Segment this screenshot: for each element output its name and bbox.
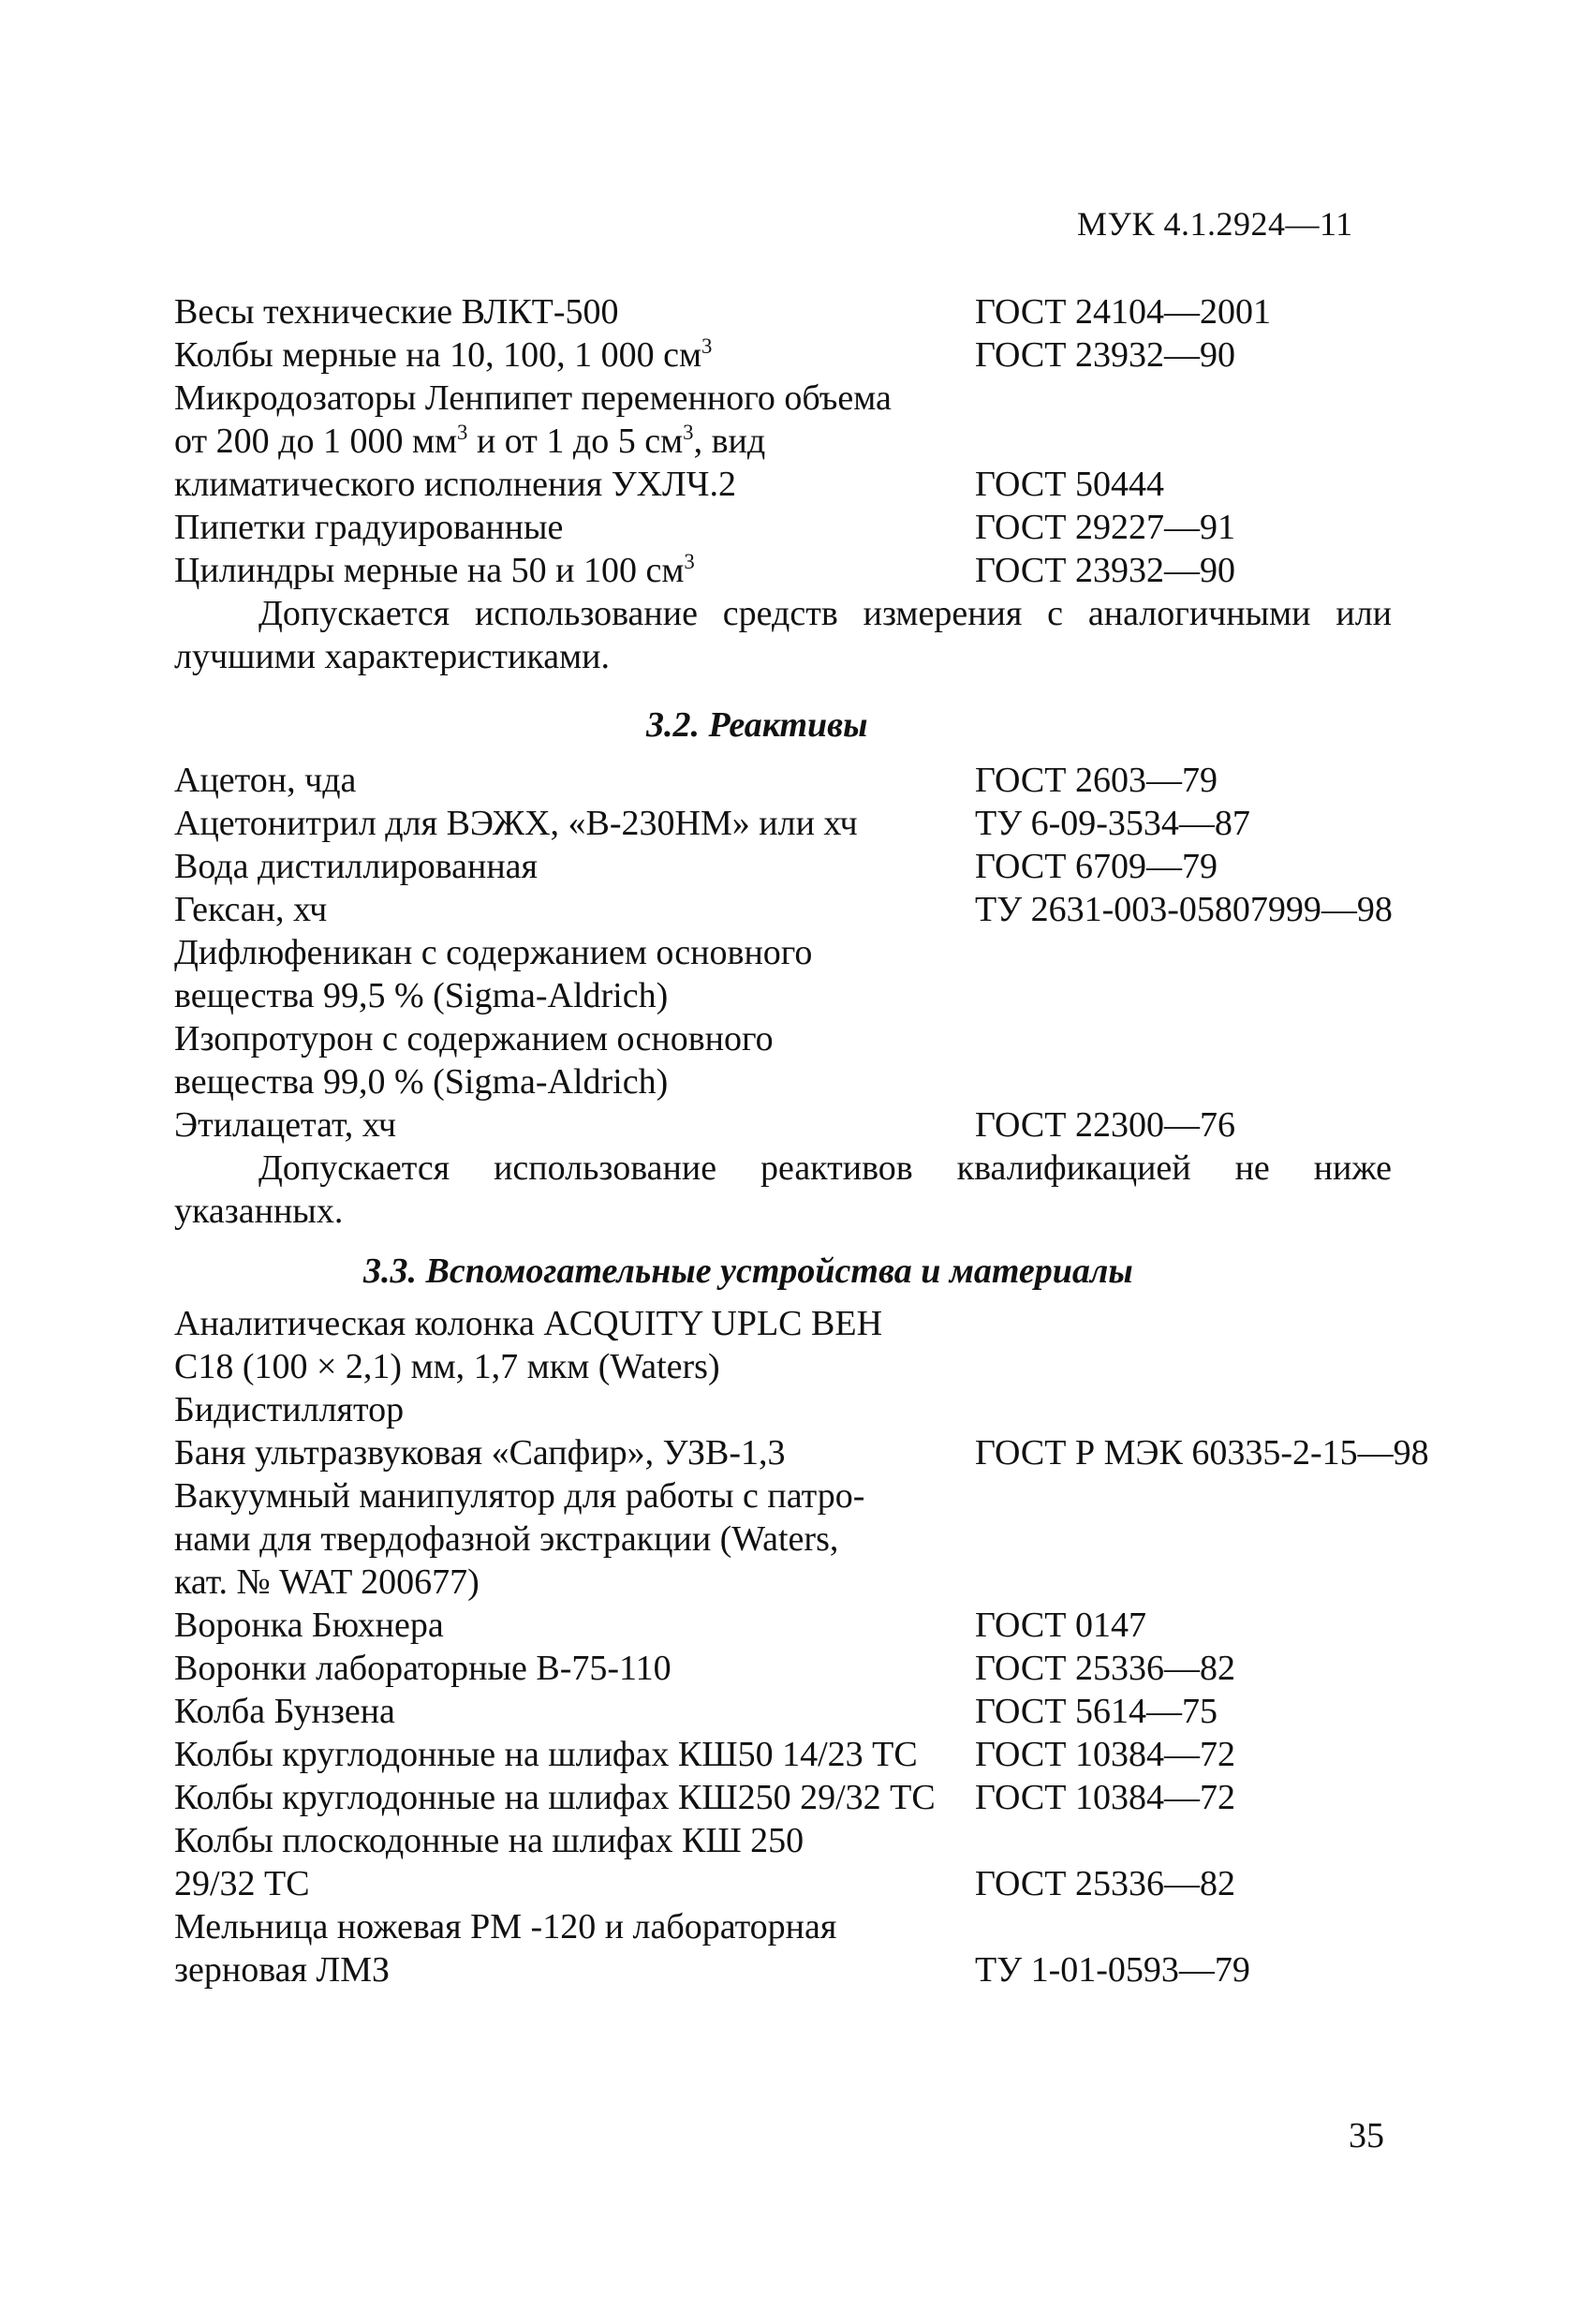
list-item: Весы технические ВЛКТ-500 ГОСТ 24104—2001 [174, 292, 1271, 332]
list-item: Дифлюфеникан с содержанием основного [174, 933, 813, 972]
list-item: Цилиндры мерные на 50 и 100 $см^3$ ГОСТ 23932—90 [174, 550, 1235, 590]
list-item: Микродозаторы Ленпипет переменного объема [174, 378, 892, 418]
section-heading-auxiliary: 3.3. Вспомогательные устройства и материалы [363, 1251, 1133, 1291]
page-number: 35 [1349, 2116, 1384, 2155]
list-item: Вода дистиллированная ГОСТ 6709—79 [174, 847, 1218, 886]
list-item: Пипетки градуированные ГОСТ 29227—91 [174, 508, 1235, 547]
list-item: вещества 99,5 % (Sigma-Aldrich) [174, 976, 669, 1015]
instruments-list [174, 290, 1392, 678]
reagents-note: Допускается использование реактивов квалификацией не ниже указанных. [174, 1148, 1392, 1231]
document-code-header: МУК 4.1.2924—11 [1077, 205, 1353, 243]
section-heading-reagents: 3.2. Реактивы [646, 705, 868, 745]
list-item: вещества 99,0 % (Sigma-Aldrich) [174, 1062, 669, 1102]
list-item: Этилацетат, хч ГОСТ 22300—76 [174, 1105, 1235, 1145]
list-item: Колбы мерные на 10, 100, 1 000 $см^3$ ГОСТ 23932—90 [174, 334, 1235, 375]
list-item: Ацетон, чда ГОСТ 2603—79 [174, 761, 1218, 800]
reagents-list [174, 759, 1392, 1233]
document-page: МУК 4.1.2924—11 Весы технические ВЛКТ-500 ГОСТ 24104—2001 Колбы мерные на 10, 100, 1 000 $см^3$ ГОСТ 23932—90 Микродозаторы Ленпипет переменного объема от 200 до 1 000 $мм^3$ и от 1 до 5 $см^3$, вид климатического исполнения УХЛЧ.2 ГОСТ 50444 Пипетки градуированные ГОСТ 29227—91 Цилиндры мерные на 50 и 100 $см^3$ ГОСТ 23932—90 Допускается использование средств измерения с аналогичными или лучшими характеристиками. 3.2. Реактивы Ацетон, чда ГОСТ 2603—79 Ацетонитрил для ВЭЖХ, «В-230НМ» или хч ТУ 6-09-3534—87 Вода дистиллированная ГОСТ 6709—79 Гексан, хч ТУ 2631-003-05807999—98 Дифлюфеникан с содержанием основного вещества 99,5 % (Sigma-Aldrich) Изопротурон с содержанием основного вещества 99,0 % (Sigma-Aldrich) Этилацетат, хч ГОСТ 22300—76 Допускается использование реактивов квалификацией не ниже указанных. 3.3. Вспомогательные устройства и материалы Аналитическая колонка ACQUITY UPLC BEH C18 (100 × 2,1) мм, 1,7 мкм (Waters) Бидистиллятор Баня ультразвуковая «Сапфир», УЗВ-1,3 ГОСТ Р МЭК 60335-2-15—98 Вакуумный манипулятор для работы с патро- нами для твердофазной экстракции (Waters, кат. № WAT 200677) Воронка Бюхнера ГОСТ 0147 Воронки лабораторные В-75-110 ГОСТ 25336—82 Колба Бунзена ГОСТ 5614—75 Колбы круглодонные на шлифах КШ50 14/23 ТС ГОСТ 10384—72 Колбы круглодонные на шлифах КШ250 29/32 ТС ГОСТ 10384—72 Колбы плоскодонные на шлифах КШ 250 29/32 ТС ГОСТ 25336—82 Мельница ножевая РМ -120 и лабораторная зерновая ЛМЗ ТУ 1-01-0593—79 35 [174, 205, 1429, 2155]
list-item: Ацетонитрил для ВЭЖХ, «В-230НМ» или хч ТУ 6-09-3534—87 [174, 804, 1250, 843]
list-item: климатического исполнения УХЛЧ.2 ГОСТ 50444 [174, 465, 1164, 504]
list-item: Гексан, хч ТУ 2631-003-05807999—98 [174, 890, 1393, 929]
instruments-note: Допускается использование средств измерения с аналогичными или лучшими характеристиками. [174, 594, 1392, 676]
list-item: от 200 до 1 000 $мм^3$ и от 1 до 5 $см^3$, вид [174, 421, 766, 461]
list-item: Изопротурон с содержанием основного [174, 1019, 774, 1058]
